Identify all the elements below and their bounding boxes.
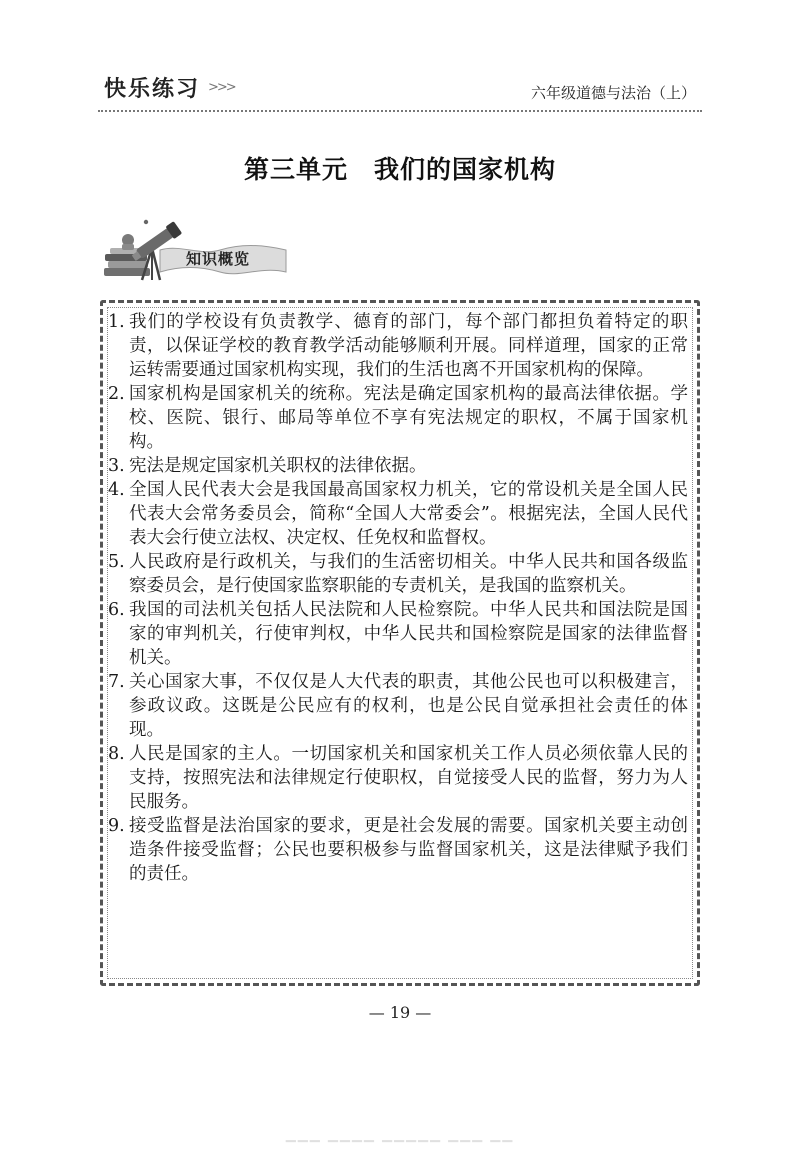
- section-label: 知识概览: [186, 250, 251, 268]
- page-title: 第三单元 我们的国家机构: [243, 155, 556, 184]
- item-number: 2.: [108, 384, 125, 404]
- list-item: [108, 550, 688, 598]
- item-number: 1.: [108, 312, 125, 332]
- item-text: 人民政府是行政机关，与我们的生活密切相关。中华人民共和国各级监察委员会，是行使国家监察职能的专责机关，是我国的监察机关。: [129, 552, 688, 596]
- item-text: 全国人民代表大会是我国最高国家权力机关，它的常设机关是全国人民代表大会常务委员会，简称“全国人大常委会”。根据宪法，全国人民代表大会行使立法权、决定权、任免权和监督权。: [129, 480, 688, 548]
- item-text: 国家机构是国家机关的统称。宪法是确定国家机构的最高法律依据。学校、医院、银行、邮局等单位不享有宪法规定的职权，不属于国家机构。: [129, 384, 688, 452]
- bleed-through-decoration: ▁▁▁ ▁▁▁▁ ▁▁▁▁▁ ▁▁▁ ▁▁: [285, 1128, 515, 1143]
- list-item: [108, 598, 688, 670]
- item-number: 3.: [108, 456, 125, 476]
- double-arrow-icon: >>>: [208, 80, 235, 95]
- item-number: 9.: [108, 816, 125, 836]
- list-item: [108, 814, 688, 886]
- item-text: 我们的学校设有负责教学、德育的部门，每个部门都担负着特定的职责，以保证学校的教育教学活动能够顺利开展。同样道理，国家的正常运转需要通过国家机构实现，我们的生活也离不开国家机构的保障。: [129, 312, 688, 380]
- list-item: [108, 478, 688, 550]
- header-divider: [98, 110, 702, 112]
- item-number: 4.: [108, 480, 125, 500]
- list-item: [108, 382, 688, 454]
- item-number: 5.: [108, 552, 125, 572]
- page-number: — 19 —: [368, 1003, 432, 1022]
- knowledge-list: [108, 310, 688, 886]
- brand-title: 快乐练习: [104, 77, 201, 102]
- item-text: 宪法是规定国家机关职权的法律依据。: [129, 456, 427, 476]
- list-item: [108, 454, 688, 478]
- item-text: 人民是国家的主人。一切国家机关和国家机关工作人员必须依靠人民的支持，按照宪法和法律规定行使职权，自觉接受人民的监督，努力为人民服务。: [129, 744, 688, 812]
- list-item: [108, 670, 688, 742]
- item-number: 6.: [108, 600, 125, 620]
- item-text: 关心国家大事，不仅仅是人大代表的职责，其他公民也可以积极建言，参政议政。这既是公民应有的权利，也是公民自觉承担社会责任的体现。: [129, 672, 688, 740]
- list-item: [108, 742, 688, 814]
- item-number: 8.: [108, 744, 125, 764]
- list-item: [108, 310, 688, 382]
- item-text: 接受监督是法治国家的要求，更是社会发展的需要。国家机关要主动创造条件接受监督；公民也要积极参与监督国家机关，这是法律赋予我们的责任。: [129, 816, 688, 884]
- item-number: 7.: [108, 672, 125, 692]
- subject-label: 六年级道德与法治（上）: [530, 84, 696, 102]
- item-text: 我国的司法机关包括人民法院和人民检察院。中华人民共和国法院是国家的审判机关，行使审判权，中华人民共和国检察院是国家的法律监督机关。: [129, 600, 688, 668]
- header-brand: [104, 72, 235, 103]
